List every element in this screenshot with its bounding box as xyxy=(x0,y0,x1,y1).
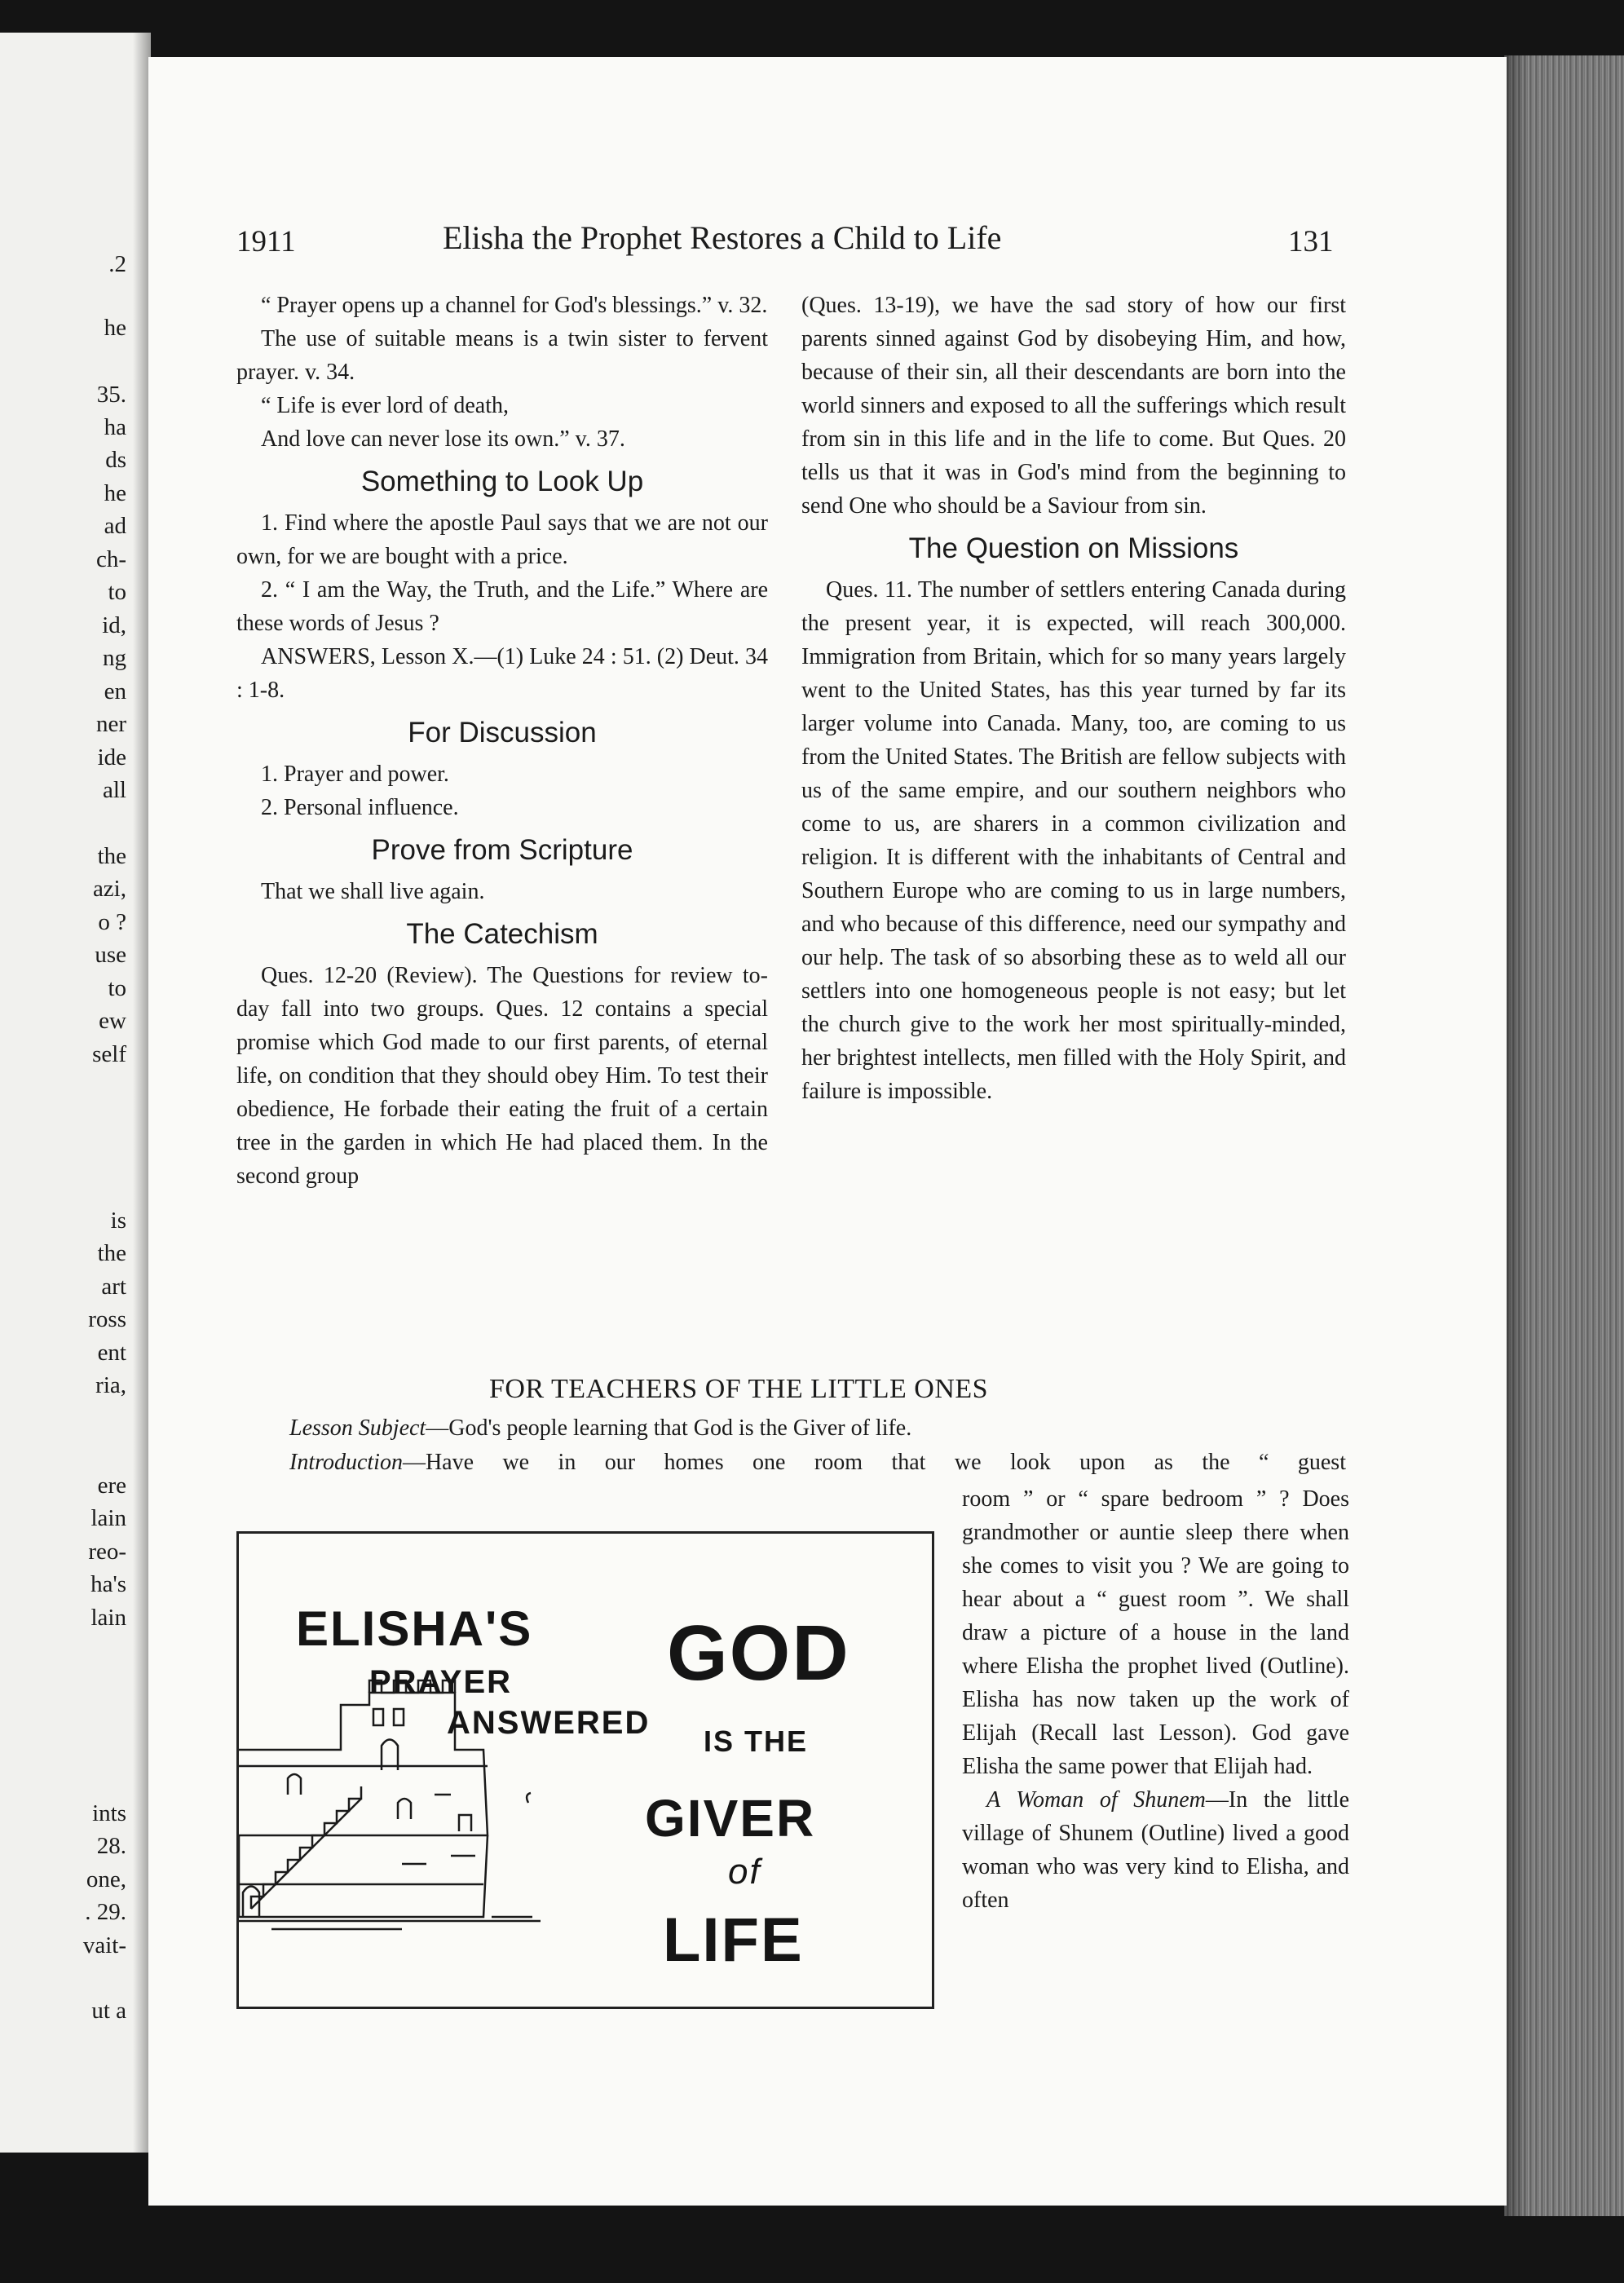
missions-text: Ques. 11. The number of settlers entering Canada during the present year, it is expected, will reach 300,000. Immigration from Britain, which for so many years largely went to the United States, has this year turned by far its larger volume into Canada. Many, too, are coming to us from the United States. The British are fellow subjects with us of the same empire, and our southern neighbors who come to us, are sharers in a common civilization and religion. It is different with the inhabitants of Central and Southern Europe who are coming to us in large numbers, and who because of this difference, need our sympathy and our help. The task of so absorbing these as to weld all our settlers into one homogeneous people is not easy; but let the church give to the work her most spiritually-minded, her brightest intellects, men filled with the Holy Spirit, and failure is impossible. xyxy=(801,577,1346,1104)
discussion-item: 1. Prayer and power. xyxy=(261,762,449,787)
margin-fragment: ut a xyxy=(91,1998,126,2024)
page-title: Elisha the Prophet Restores a Child to Life xyxy=(443,219,1002,256)
margin-fragment: to xyxy=(108,579,126,605)
margin-fragment: ha's xyxy=(90,1571,126,1597)
margin-fragment: the xyxy=(97,1240,126,1266)
margin-fragment: ria, xyxy=(95,1372,126,1398)
margin-fragment: ds xyxy=(105,447,126,473)
caption-elishas: ELISHA'S xyxy=(296,1601,533,1656)
woman-label: A Woman of Shunem xyxy=(986,1787,1206,1813)
section-title-teachers: FOR TEACHERS OF THE LITTLE ONES xyxy=(489,1374,989,1404)
margin-fragment: ner xyxy=(95,711,126,737)
header-year: 1911 xyxy=(236,225,296,258)
illustration-box xyxy=(236,1531,934,2009)
margin-fragment: ew xyxy=(99,1008,126,1034)
caption-of: of xyxy=(728,1852,761,1892)
paragraph: (Ques. 13-19), we have the sad story of how our first parents sinned against God by disobeying Him, and how, because of their sin, all their descendants are born into the world sinners and exposed to all the sufferings which result from sin in this life and in the life to come. But Ques. 20 tells us that it was in God's mind from the beginning to send One who should be a Saviour from sin. xyxy=(801,293,1346,519)
margin-fragment: ide xyxy=(97,744,126,771)
margin-fragment: use xyxy=(95,942,126,968)
heading-look-up: Something to Look Up xyxy=(360,466,644,497)
facing-page xyxy=(0,33,151,2153)
paragraph: The use of suitable means is a twin sister to fervent prayer. v. 34. xyxy=(236,326,768,385)
caption-answered: ANSWERED xyxy=(447,1705,651,1741)
margin-fragment: id, xyxy=(102,612,126,638)
introduction-text: —Have we in our homes one room that we look upon as the “ guest xyxy=(402,1450,1346,1475)
heading-discussion: For Discussion xyxy=(408,717,597,748)
heading-prove: Prove from Scripture xyxy=(371,834,633,866)
margin-fragment: ross xyxy=(88,1306,126,1332)
woman-of-shunem xyxy=(962,1783,1349,1917)
margin-fragment: the xyxy=(97,843,126,869)
margin-fragment: ints xyxy=(92,1800,126,1826)
margin-fragment: vait- xyxy=(82,1932,126,1958)
left-column xyxy=(236,289,768,1193)
lesson-subject-label: Lesson Subject xyxy=(289,1415,426,1441)
margin-fragment: one, xyxy=(86,1866,126,1892)
catechism-text: Ques. 12-20 (Review). The Questions for review to-day fall into two groups. Ques. 12 contains a special promise which God made to our first parents, of eternal life, on condition that they should obey Him. To test their obedience, He forbade their eating the fruit of a certain tree in the garden in which He had placed them. In the second group xyxy=(236,963,768,1189)
margin-fragment: ng xyxy=(103,645,126,671)
margin-fragment: azi, xyxy=(92,876,126,902)
teachers-column xyxy=(962,1482,1349,1917)
margin-fragment: en xyxy=(104,678,126,704)
lesson-subject xyxy=(289,1415,911,1442)
margin-fragment: . 29. xyxy=(85,1899,126,1925)
margin-fragment: 28. xyxy=(96,1833,126,1859)
poem-line: “ Life is ever lord of death, xyxy=(261,393,509,418)
margin-fragment: o ? xyxy=(98,909,126,935)
margin-fragment: is xyxy=(110,1208,126,1234)
woman-text: —In the little village of Shunem (Outline) lived a good woman who was very kind to Elisha, and often xyxy=(962,1787,1350,1913)
margin-fragment: all xyxy=(103,777,126,803)
margin-fragment: 35. xyxy=(96,382,126,408)
introduction-continued: room ” or “ spare bedroom ” ? Does grandmother or auntie sleep there when she comes to visit you ? We are going to hear about a “ guest room ”. We shall draw a picture of a house in the land where Elisha the prophet lived (Outline). Elisha has now taken up the work of Elijah (Recall last Lesson). God gave Elisha the same power that Elijah had. xyxy=(962,1486,1349,1779)
margin-fragment: ent xyxy=(97,1340,126,1366)
caption-is-the: IS THE xyxy=(704,1724,809,1758)
margin-fragment: self xyxy=(92,1041,126,1067)
heading-missions: The Question on Missions xyxy=(908,532,1239,564)
margin-fragment: ch- xyxy=(95,546,126,572)
margin-fragment: ad xyxy=(104,513,126,539)
question-2: 2. “ I am the Way, the Truth, and the Life.” Where are these words of Jesus ? xyxy=(236,577,768,636)
margin-fragment: art xyxy=(101,1274,126,1300)
caption-giver: GIVER xyxy=(645,1789,816,1848)
heading-catechism: The Catechism xyxy=(406,918,598,950)
lesson-subject-text: —God's people learning that God is the Giver of life. xyxy=(426,1415,912,1441)
introduction-label: Introduction xyxy=(289,1450,403,1475)
poem-line: And love can never lose its own.” v. 37. xyxy=(261,426,625,452)
introduction xyxy=(289,1450,1346,1476)
answers: ANSWERS, Lesson X.—(1) Luke 24 : 51. (2) Deut. 34 : 1-8. xyxy=(236,644,768,703)
margin-fragment: lain xyxy=(90,1605,126,1631)
prove-text: That we shall live again. xyxy=(261,879,485,904)
caption-god: GOD xyxy=(667,1610,850,1697)
caption-prayer: PRAYER xyxy=(369,1664,513,1700)
margin-fragment: ere xyxy=(97,1473,126,1499)
book-page-edges xyxy=(1504,55,1624,2216)
discussion-item: 2. Personal influence. xyxy=(261,795,459,820)
caption-life: LIFE xyxy=(663,1905,804,1975)
margin-fragment: he xyxy=(104,315,126,341)
margin-fragment: .2 xyxy=(108,251,126,277)
margin-fragment: to xyxy=(108,975,126,1001)
margin-fragment: lain xyxy=(90,1505,126,1531)
margin-fragment: he xyxy=(104,480,126,506)
page-number: 131 xyxy=(1288,225,1334,258)
paragraph: “ Prayer opens up a channel for God's blessings.” v. 32. xyxy=(261,293,768,318)
margin-fragment: ha xyxy=(104,414,126,440)
margin-fragment: reo- xyxy=(88,1539,126,1565)
right-column xyxy=(801,289,1346,1108)
question-1: 1. Find where the apostle Paul says that we are not our own, for we are bought with a price. xyxy=(236,510,768,569)
